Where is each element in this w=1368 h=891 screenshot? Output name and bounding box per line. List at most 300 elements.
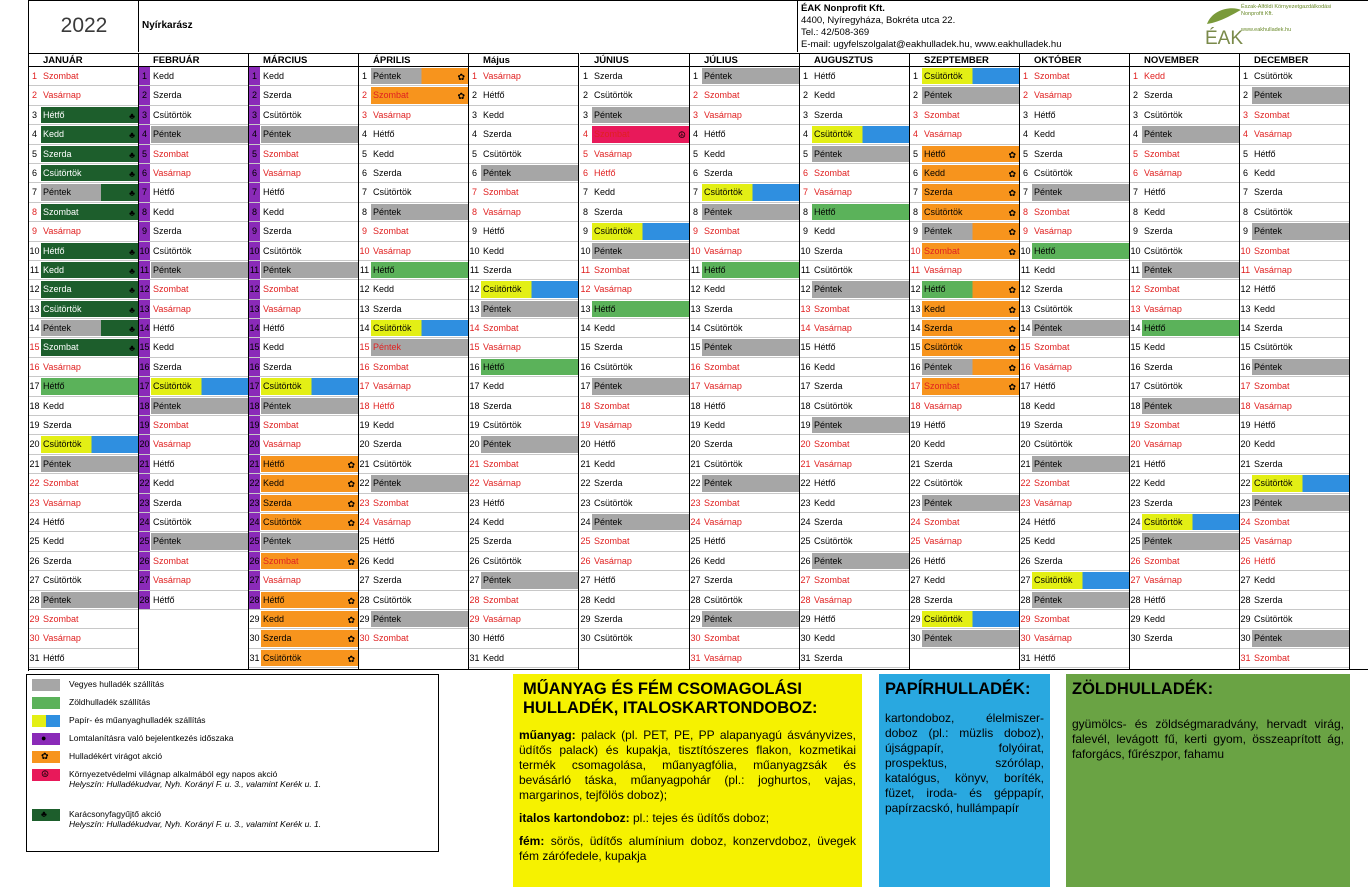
- day-number: 12: [580, 284, 591, 295]
- day-number: 6: [1242, 167, 1248, 178]
- day-row: [800, 629, 910, 648]
- flower-icon: ✿: [347, 479, 355, 490]
- day-cell: [702, 417, 799, 433]
- day-number: 22: [1130, 478, 1141, 489]
- day-number: 25: [800, 536, 811, 547]
- day-cell: [702, 301, 799, 317]
- day-number: 15: [580, 342, 591, 353]
- day-label: Vasárnap: [704, 652, 742, 663]
- day-number: 28: [1130, 594, 1141, 605]
- day-row: [1240, 261, 1350, 280]
- day-cell: [1142, 68, 1239, 84]
- day-row: [359, 338, 469, 357]
- day-row: [1130, 610, 1240, 629]
- day-label: Kedd: [483, 652, 505, 663]
- day-cell: [371, 611, 468, 627]
- day-label: Szombat: [1034, 206, 1070, 217]
- day-cell: [702, 436, 799, 452]
- day-row: [1130, 397, 1240, 416]
- day-row: [800, 416, 910, 435]
- town-name: Nyírkarász: [142, 20, 193, 31]
- day-number: 1: [471, 71, 477, 81]
- day-row: [690, 300, 800, 319]
- day-label: Hétfő: [43, 381, 65, 392]
- day-row: [249, 67, 359, 86]
- day-cell: [1032, 165, 1129, 181]
- day-number: 23: [249, 494, 260, 512]
- day-row: [139, 261, 249, 280]
- day-label: Hétfő: [263, 323, 285, 334]
- day-label: Kedd: [1144, 342, 1166, 353]
- day-row: [580, 629, 690, 648]
- day-label: Csütörtök: [1254, 206, 1293, 217]
- day-label: Szerda: [1254, 323, 1283, 334]
- day-cell: [371, 339, 468, 355]
- day-cell: [1252, 378, 1349, 394]
- day-cell: [371, 475, 468, 491]
- day-row: [1020, 494, 1130, 513]
- day-label: Szombat: [1254, 245, 1290, 256]
- day-number: 29: [910, 613, 921, 624]
- day-cell: [41, 301, 138, 317]
- day-label: Szombat: [483, 323, 519, 334]
- day-label: Csütörtök: [594, 633, 633, 644]
- day-cell: [371, 243, 468, 259]
- day-cell: [592, 611, 689, 627]
- day-number: 1: [1242, 71, 1248, 81]
- day-cell: [41, 165, 138, 181]
- day-row: [469, 261, 579, 280]
- day-cell: [592, 146, 689, 162]
- day-cell: [151, 262, 248, 278]
- day-cell: [1142, 359, 1239, 375]
- day-row: [910, 571, 1020, 590]
- day-label: Kedd: [263, 206, 285, 217]
- day-label: Hétfő: [594, 167, 616, 178]
- day-row: [1240, 125, 1350, 144]
- day-cell: [922, 398, 1019, 414]
- day-label: Hétfő: [373, 400, 395, 411]
- day-row: [139, 164, 249, 183]
- day-label: Vasárnap: [153, 439, 191, 450]
- day-cell: [812, 650, 909, 666]
- day-row: [1130, 203, 1240, 222]
- day-cell: [702, 378, 799, 394]
- day-cell: [1252, 87, 1349, 103]
- day-label: Hétfő: [814, 342, 836, 353]
- day-label: Szerda: [924, 458, 953, 469]
- day-cell: [261, 107, 358, 123]
- day-label: Kedd: [153, 342, 175, 353]
- legend-text: [69, 769, 339, 789]
- day-cell: [922, 339, 1019, 355]
- day-row: [359, 532, 469, 551]
- day-number: 18: [1130, 400, 1141, 411]
- day-row: [580, 300, 690, 319]
- day-label: Hétfő: [373, 536, 395, 547]
- day-row: [580, 552, 690, 571]
- day-row: [469, 494, 579, 513]
- day-cell: [151, 514, 248, 530]
- day-number: 2: [912, 90, 918, 101]
- day-cell: [1032, 184, 1129, 200]
- day-number: 12: [249, 280, 260, 298]
- day-row: [29, 145, 139, 164]
- day-row: [249, 571, 359, 590]
- tree-icon: ♣: [129, 130, 135, 141]
- day-number: 7: [361, 187, 367, 198]
- day-row: [690, 280, 800, 299]
- day-number: 6: [692, 167, 698, 178]
- month-name: OKTÓBER: [1020, 53, 1130, 67]
- day-cell: [592, 475, 689, 491]
- day-row: [690, 494, 800, 513]
- day-row: [910, 416, 1020, 435]
- day-number: 11: [1130, 264, 1141, 275]
- day-number: 2: [692, 90, 698, 101]
- day-row: [800, 474, 910, 493]
- day-cell: [812, 68, 909, 84]
- day-cell: [922, 417, 1019, 433]
- day-row: [800, 145, 910, 164]
- day-label: Szombat: [373, 497, 409, 508]
- day-cell: [922, 514, 1019, 530]
- day-cell: [481, 572, 578, 588]
- day-row: [1020, 591, 1130, 610]
- day-row: [469, 67, 579, 86]
- day-number: 12: [690, 284, 701, 295]
- day-label: Hétfő: [924, 420, 946, 431]
- day-number: 23: [690, 497, 701, 508]
- day-label: Csütörtök: [1254, 71, 1293, 81]
- legend-label: Papír- és műanyaghulladék szállítás: [69, 715, 206, 725]
- day-label: Péntek: [704, 613, 733, 624]
- day-cell: [702, 68, 799, 84]
- day-row: [469, 319, 579, 338]
- day-row: [469, 513, 579, 532]
- day-number: 30: [690, 633, 701, 644]
- day-cell: [812, 339, 909, 355]
- day-row: [469, 222, 579, 241]
- day-label: Vasárnap: [1254, 264, 1292, 275]
- day-number: 19: [359, 420, 370, 431]
- paper-text: kartondoboz, élelmiszer-doboz (pl.: müzlis doboz), újságpapír, folyóirat, prospektus, szórólap, katalógus, könyv, boríték, füzet, iroda- és géppapír, papírzacskó, hullámpapír: [885, 711, 1044, 815]
- day-number: 15: [249, 338, 260, 356]
- day-number: 19: [29, 420, 40, 431]
- day-number: 30: [359, 633, 370, 644]
- day-cell: [1142, 572, 1239, 588]
- day-label: Hétfő: [704, 129, 726, 140]
- day-label: Kedd: [924, 575, 946, 586]
- day-number: 25: [1020, 536, 1031, 547]
- day-cell: [1142, 146, 1239, 162]
- day-cell: [1032, 592, 1129, 608]
- day-cell: [922, 126, 1019, 142]
- day-row: [139, 67, 249, 86]
- day-row: [690, 338, 800, 357]
- day-row: [800, 649, 910, 668]
- day-label: Szerda: [43, 555, 72, 566]
- day-cell: [922, 223, 1019, 239]
- day-number: 21: [1020, 458, 1031, 469]
- day-cell: [481, 68, 578, 84]
- day-number: 12: [139, 280, 150, 298]
- day-number: 25: [29, 536, 40, 547]
- day-label: Szombat: [1144, 420, 1180, 431]
- day-cell: [1142, 592, 1239, 608]
- day-label: Hétfő: [43, 109, 65, 120]
- day-label: Szerda: [594, 71, 623, 81]
- day-cell: [812, 281, 909, 297]
- day-number: 17: [910, 381, 921, 392]
- day-number: 26: [690, 555, 701, 566]
- day-row: [800, 435, 910, 454]
- day-label: Kedd: [153, 71, 175, 81]
- day-cell: [261, 184, 358, 200]
- day-row: [690, 86, 800, 105]
- day-row: [1020, 610, 1130, 629]
- day-number: 28: [1020, 594, 1031, 605]
- day-row: [1020, 125, 1130, 144]
- flower-icon: ✿: [457, 72, 465, 82]
- day-label: Csütörtök: [263, 381, 302, 392]
- plastic-text: palack (pl. PET, PE, PP alapanyagú ásványvizes, üdítős palack) és kupakja, tisztítószeres flakon, kozmetikai termék csomagolása, műanyagfólia, műanyagzsák és bevásárló táska, műanyagpohár (pl.: joghurtos, vajas, margarinos, tejfölös doboz);: [519, 728, 856, 802]
- day-row: [29, 513, 139, 532]
- day-cell: [261, 514, 358, 530]
- day-cell: [151, 165, 248, 181]
- day-label: Kedd: [814, 226, 836, 237]
- day-cell: [261, 243, 358, 259]
- day-label: Szombat: [924, 381, 960, 392]
- day-cell: [371, 320, 468, 336]
- day-label: Péntek: [1034, 187, 1063, 198]
- day-cell: [371, 68, 468, 84]
- day-label: Csütörtök: [263, 516, 302, 527]
- tree-icon: ♣: [129, 246, 135, 257]
- day-number: 13: [690, 303, 701, 314]
- day-row: [910, 494, 1020, 513]
- day-label: Hétfő: [43, 245, 65, 256]
- day-label: Csütörtök: [1034, 439, 1073, 450]
- day-number: 27: [580, 575, 591, 586]
- day-cell: [702, 533, 799, 549]
- day-label: Szombat: [153, 555, 189, 566]
- day-row: [800, 319, 910, 338]
- day-number: 21: [690, 458, 701, 469]
- day-number: 3: [1132, 109, 1138, 120]
- day-cell: [922, 456, 1019, 472]
- day-cell: [41, 533, 138, 549]
- day-cell: [261, 204, 358, 220]
- day-cell: [371, 417, 468, 433]
- day-label: Vasárnap: [1254, 129, 1292, 140]
- day-label: Csütörtök: [483, 284, 522, 295]
- day-row: [249, 183, 359, 202]
- month-name: Május: [469, 53, 579, 67]
- day-label: Szombat: [704, 90, 740, 101]
- day-row: [359, 261, 469, 280]
- day-label: Hétfő: [483, 361, 505, 372]
- day-number: 7: [1242, 187, 1248, 198]
- month-name: SZEPTEMBER: [910, 53, 1020, 67]
- day-row: [359, 377, 469, 396]
- day-cell: [702, 107, 799, 123]
- day-number: 24: [29, 516, 40, 527]
- day-number: 26: [800, 555, 811, 566]
- day-number: 10: [1020, 245, 1031, 256]
- plastic-title: MŰANYAG ÉS FÉM CSOMAGOLÁSI HULLADÉK, ITALOSKARTONDOBOZ:: [523, 680, 818, 717]
- day-number: 31: [690, 652, 701, 663]
- day-cell: [702, 243, 799, 259]
- day-cell: [592, 378, 689, 394]
- day-cell: [1142, 417, 1239, 433]
- day-label: Hétfő: [1034, 652, 1056, 663]
- day-label: Szombat: [814, 167, 850, 178]
- day-cell: [261, 456, 358, 472]
- day-row: [910, 532, 1020, 551]
- day-label: Csütörtök: [373, 458, 412, 469]
- day-cell: [151, 398, 248, 414]
- day-label: Szombat: [1254, 652, 1290, 663]
- day-number: 31: [1020, 652, 1031, 663]
- day-number: 27: [29, 575, 40, 586]
- day-row: [29, 261, 139, 280]
- day-number: 8: [692, 206, 698, 217]
- month-5: [469, 53, 579, 668]
- day-row: [139, 397, 249, 416]
- day-label: Péntek: [43, 594, 72, 605]
- day-label: Vasárnap: [814, 323, 852, 334]
- day-label: Péntek: [1254, 90, 1283, 101]
- day-cell: [922, 301, 1019, 317]
- day-cell: [812, 126, 909, 142]
- day-row: [359, 222, 469, 241]
- day-number: 12: [29, 284, 40, 295]
- day-cell: [812, 514, 909, 530]
- day-number: 10: [910, 245, 921, 256]
- tree-icon: ♣: [129, 168, 135, 179]
- day-row: [469, 455, 579, 474]
- day-cell: [151, 301, 248, 317]
- flower-icon: ✿: [1008, 285, 1016, 296]
- day-number: 20: [1240, 439, 1251, 450]
- day-cell: [1252, 533, 1349, 549]
- day-number: 19: [1240, 420, 1251, 431]
- day-number: 19: [690, 420, 701, 431]
- day-number: 27: [910, 575, 921, 586]
- day-row: [580, 86, 690, 105]
- day-cell: [1142, 456, 1239, 472]
- day-label: Szombat: [814, 439, 850, 450]
- day-cell: [151, 223, 248, 239]
- day-row: [1130, 552, 1240, 571]
- day-label: Kedd: [814, 361, 836, 372]
- day-row: [800, 125, 910, 144]
- day-number: 25: [910, 536, 921, 547]
- day-number: 27: [249, 571, 260, 589]
- day-number: 2: [31, 90, 37, 101]
- day-number: 18: [690, 400, 701, 411]
- day-cell: [1032, 650, 1129, 666]
- day-cell: [481, 107, 578, 123]
- day-row: [29, 183, 139, 202]
- day-cell: [592, 339, 689, 355]
- day-number: 15: [469, 342, 480, 353]
- month-12: [1240, 53, 1350, 668]
- day-label: Szerda: [373, 575, 402, 586]
- day-number: 28: [690, 594, 701, 605]
- day-number: 13: [249, 300, 260, 318]
- day-number: 15: [139, 338, 150, 356]
- legend-text: [69, 733, 233, 743]
- day-label: Szombat: [1034, 613, 1070, 624]
- day-number: 9: [471, 226, 477, 237]
- flower-icon: ✿: [1008, 362, 1016, 373]
- day-cell: [702, 223, 799, 239]
- day-label: Szombat: [704, 633, 740, 644]
- day-cell: [702, 650, 799, 666]
- day-cell: [1032, 243, 1129, 259]
- legend-location: Helyszín: Hulladékudvar, Nyh. Korányi F. u. 3., valamint Kerék u. 1.: [69, 779, 322, 789]
- day-label: Szombat: [1144, 148, 1180, 159]
- day-cell: [1252, 514, 1349, 530]
- day-row: [359, 397, 469, 416]
- day-cell: [41, 378, 138, 394]
- day-row: [910, 261, 1020, 280]
- legend-label: Zöldhulladék szállítás: [69, 697, 151, 707]
- day-label: Szerda: [153, 361, 182, 372]
- day-row: [580, 494, 690, 513]
- day-cell: [922, 87, 1019, 103]
- day-label: Péntek: [153, 400, 182, 411]
- day-cell: [1142, 533, 1239, 549]
- day-row: [800, 203, 910, 222]
- day-label: Kedd: [1144, 71, 1166, 81]
- day-label: Vasárnap: [924, 536, 962, 547]
- day-label: Csütörtök: [814, 129, 853, 140]
- day-row: [1240, 338, 1350, 357]
- day-number: 30: [1240, 633, 1251, 644]
- day-cell: [1142, 514, 1239, 530]
- day-row: [359, 280, 469, 299]
- day-label: Szerda: [704, 167, 733, 178]
- day-label: Kedd: [1034, 536, 1056, 547]
- day-label: Péntek: [924, 90, 953, 101]
- day-row: [1020, 106, 1130, 125]
- day-cell: [261, 495, 358, 511]
- day-label: Szombat: [704, 497, 740, 508]
- day-number: 16: [29, 361, 40, 372]
- day-label: Szerda: [594, 342, 623, 353]
- day-cell: [592, 417, 689, 433]
- day-cell: [922, 572, 1019, 588]
- day-number: 10: [29, 245, 40, 256]
- day-cell: [151, 475, 248, 491]
- day-number: 13: [580, 303, 591, 314]
- day-row: [359, 358, 469, 377]
- day-label: Hétfő: [704, 400, 726, 411]
- day-row: [690, 455, 800, 474]
- day-cell: [261, 126, 358, 142]
- day-row: [29, 552, 139, 571]
- day-number: 9: [1022, 226, 1028, 237]
- day-number: 22: [910, 478, 921, 489]
- day-number: 27: [1020, 575, 1031, 586]
- day-number: 10: [800, 245, 811, 256]
- day-label: Szombat: [704, 226, 740, 237]
- day-label: Szombat: [924, 245, 960, 256]
- day-number: 27: [469, 575, 480, 586]
